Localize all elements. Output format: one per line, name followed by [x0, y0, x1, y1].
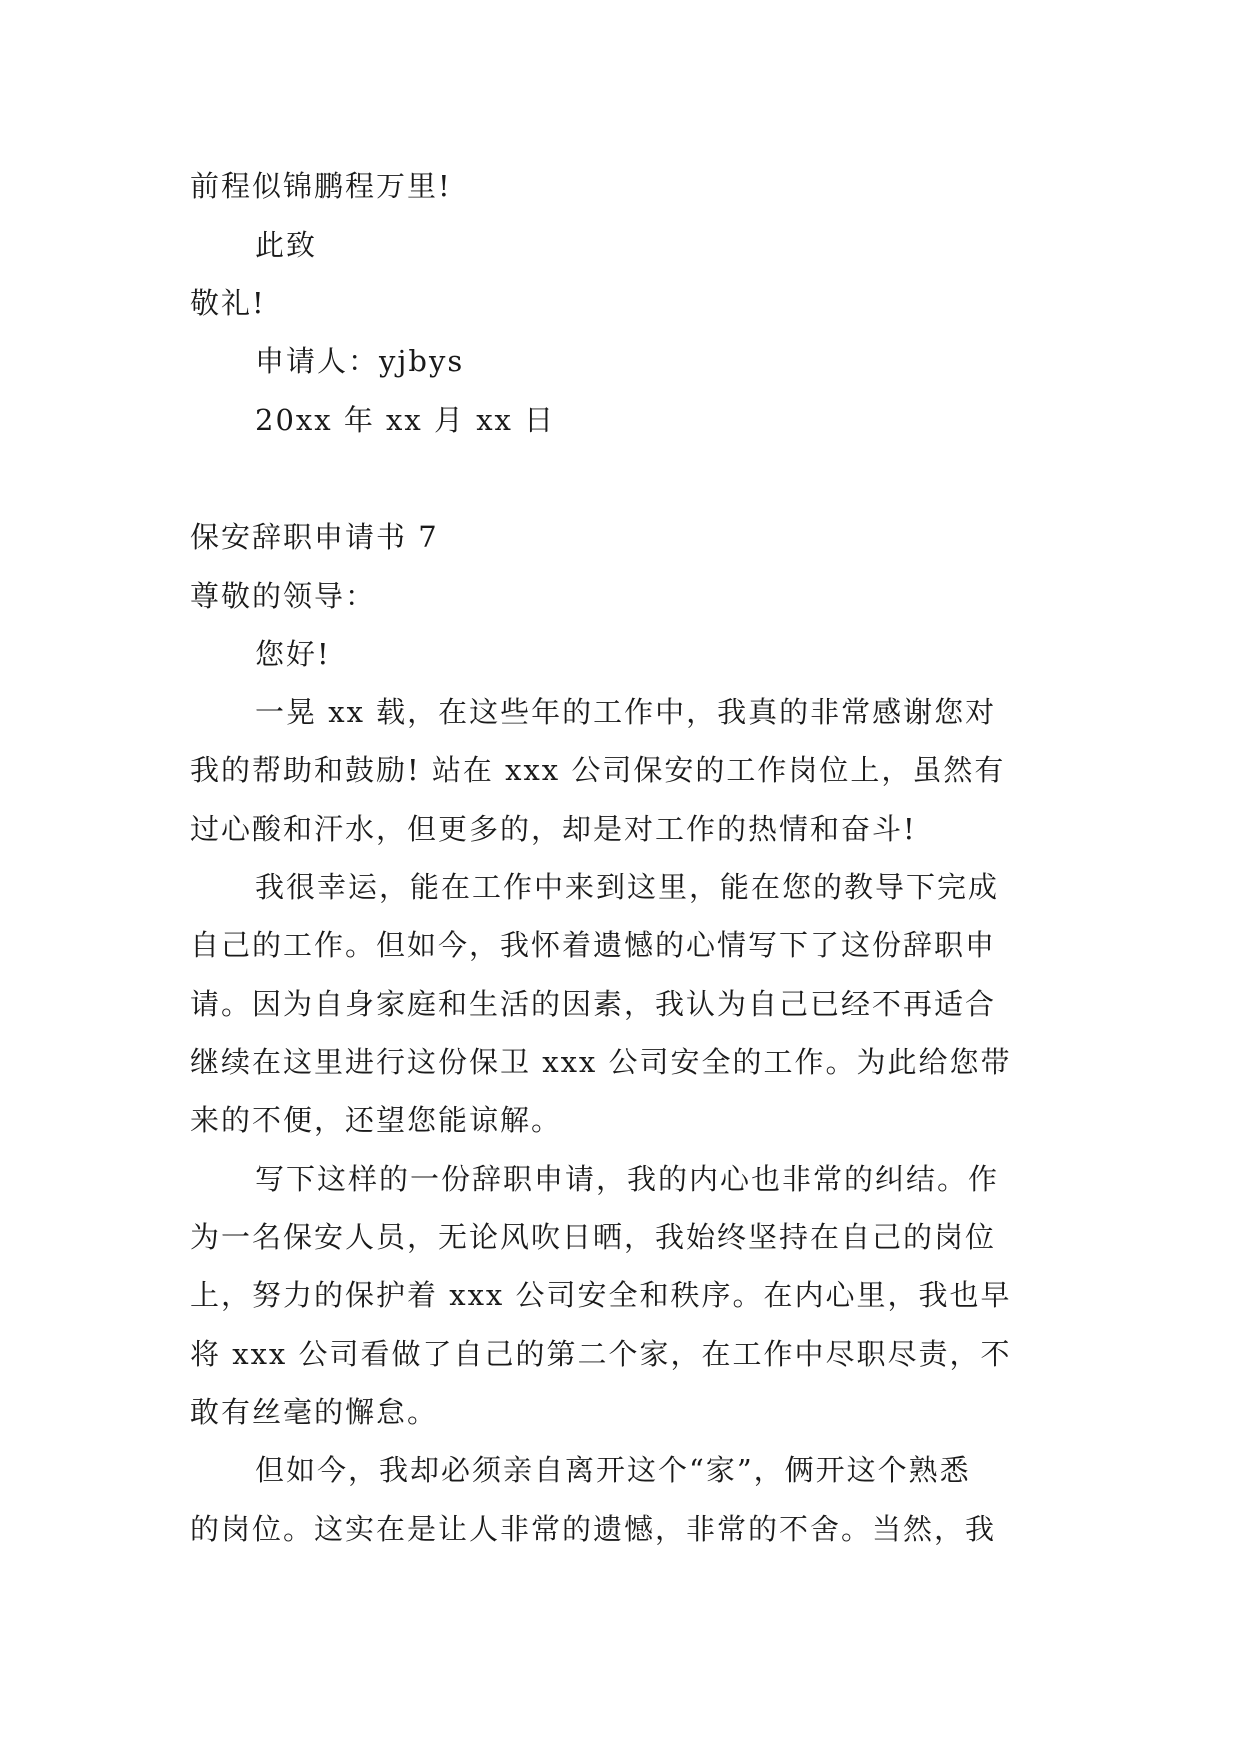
- closing-salute-2: 敬礼!: [190, 286, 266, 320]
- body-line: 一晃 xx 载，在这些年的工作中，我真的非常感谢您对: [255, 695, 997, 729]
- body-line: 敢有丝毫的懈怠。: [190, 1395, 439, 1429]
- body-line: 但如今，我却必须亲自离开这个“家”，俩开这个熟悉: [255, 1453, 971, 1487]
- body-line: 写下这样的一份辞职申请，我的内心也非常的纠结。作: [255, 1162, 1000, 1196]
- body-line: 我很幸运，能在工作中来到这里，能在您的教导下完成: [255, 870, 1000, 904]
- body-line: 的岗位。这实在是让人非常的遗憾，非常的不舍。当然，我: [190, 1512, 997, 1546]
- body-line: 自己的工作。但如今，我怀着遗憾的心情写下了这份辞职申: [190, 928, 997, 962]
- body-line: 请。因为自身家庭和生活的因素，我认为自己已经不再适合: [190, 987, 997, 1021]
- body-line: 我的帮助和鼓励! 站在 xxx 公司保安的工作岗位上，虽然有: [190, 753, 1006, 787]
- body-line: 上，努力的保护着 xxx 公司安全和秩序。在内心里，我也早: [190, 1278, 1012, 1312]
- body-line: 来的不便，还望您能谅解。: [190, 1103, 563, 1137]
- closing-salute-1: 此致: [255, 228, 318, 262]
- body-line: 将 xxx 公司看做了自己的第二个家，在工作中尽职尽责，不: [190, 1337, 1012, 1371]
- body-line: 过心酸和汗水，但更多的，却是对工作的热情和奋斗!: [190, 812, 917, 846]
- letter-date: 20xx 年 xx 月 xx 日: [255, 403, 556, 437]
- applicant-signature: 申请人：yjbys: [255, 344, 465, 378]
- letter-greeting: 尊敬的领导：: [190, 579, 377, 613]
- letter-hello: 您好!: [255, 637, 331, 671]
- closing-wish: 前程似锦鹏程万里!: [190, 169, 452, 203]
- body-line: 继续在这里进行这份保卫 xxx 公司安全的工作。为此给您带: [190, 1045, 1012, 1079]
- body-line: 为一名保安人员，无论风吹日晒，我始终坚持在自己的岗位: [190, 1220, 997, 1254]
- letter-title: 保安辞职申请书 7: [190, 520, 439, 554]
